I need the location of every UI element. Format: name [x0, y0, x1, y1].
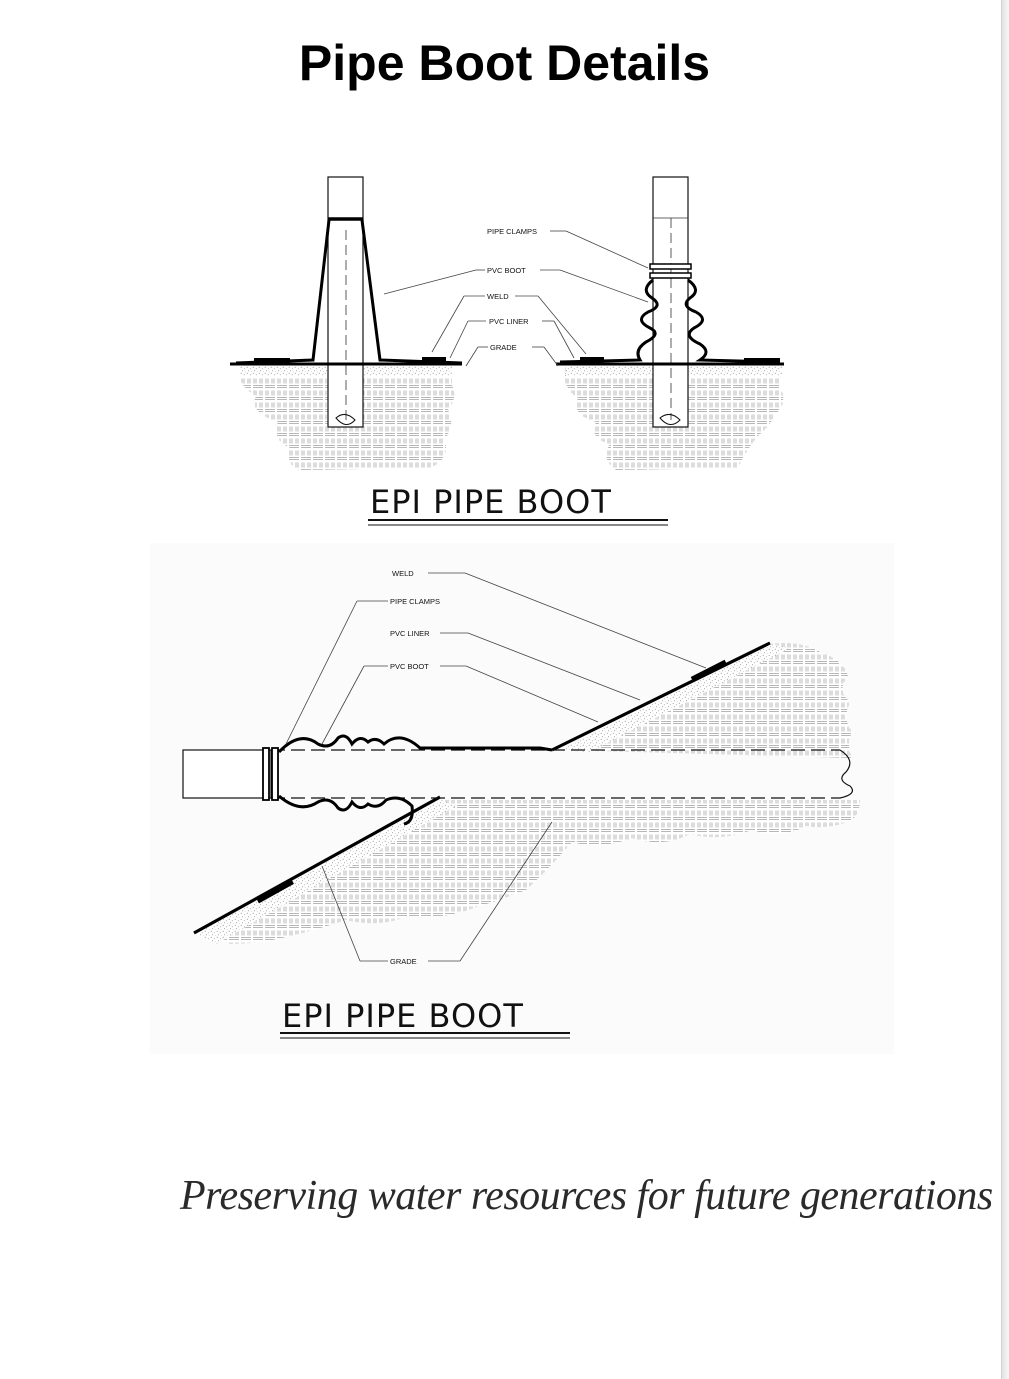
callout-weld: WELD — [487, 292, 509, 301]
callout-grade: GRADE — [490, 343, 517, 352]
top-figure — [230, 177, 784, 525]
page-title: Pipe Boot Details — [298, 35, 711, 91]
callout-weld-bottom: WELD — [392, 569, 414, 578]
callout-pvc-boot-bottom: PVC BOOT — [390, 662, 429, 671]
callout-grade-bottom: GRADE — [390, 957, 417, 966]
callout-pipe-clamps-bottom: PIPE CLAMPS — [390, 597, 441, 606]
figure-top-caption: EPI PIPE BOOT — [370, 483, 612, 521]
callout-pvc-liner-bottom: PVC LINER — [390, 629, 430, 638]
callout-pvc-boot: PVC BOOT — [487, 266, 526, 275]
page-edge — [1001, 0, 1009, 1379]
callout-pvc-liner: PVC LINER — [489, 317, 529, 326]
tagline: Preserving water resources for future generations — [180, 1173, 993, 1219]
callout-pipe-clamps: PIPE CLAMPS — [487, 227, 538, 236]
top-callouts — [384, 227, 648, 366]
figure-bottom-caption: EPI PIPE BOOT — [282, 997, 524, 1035]
